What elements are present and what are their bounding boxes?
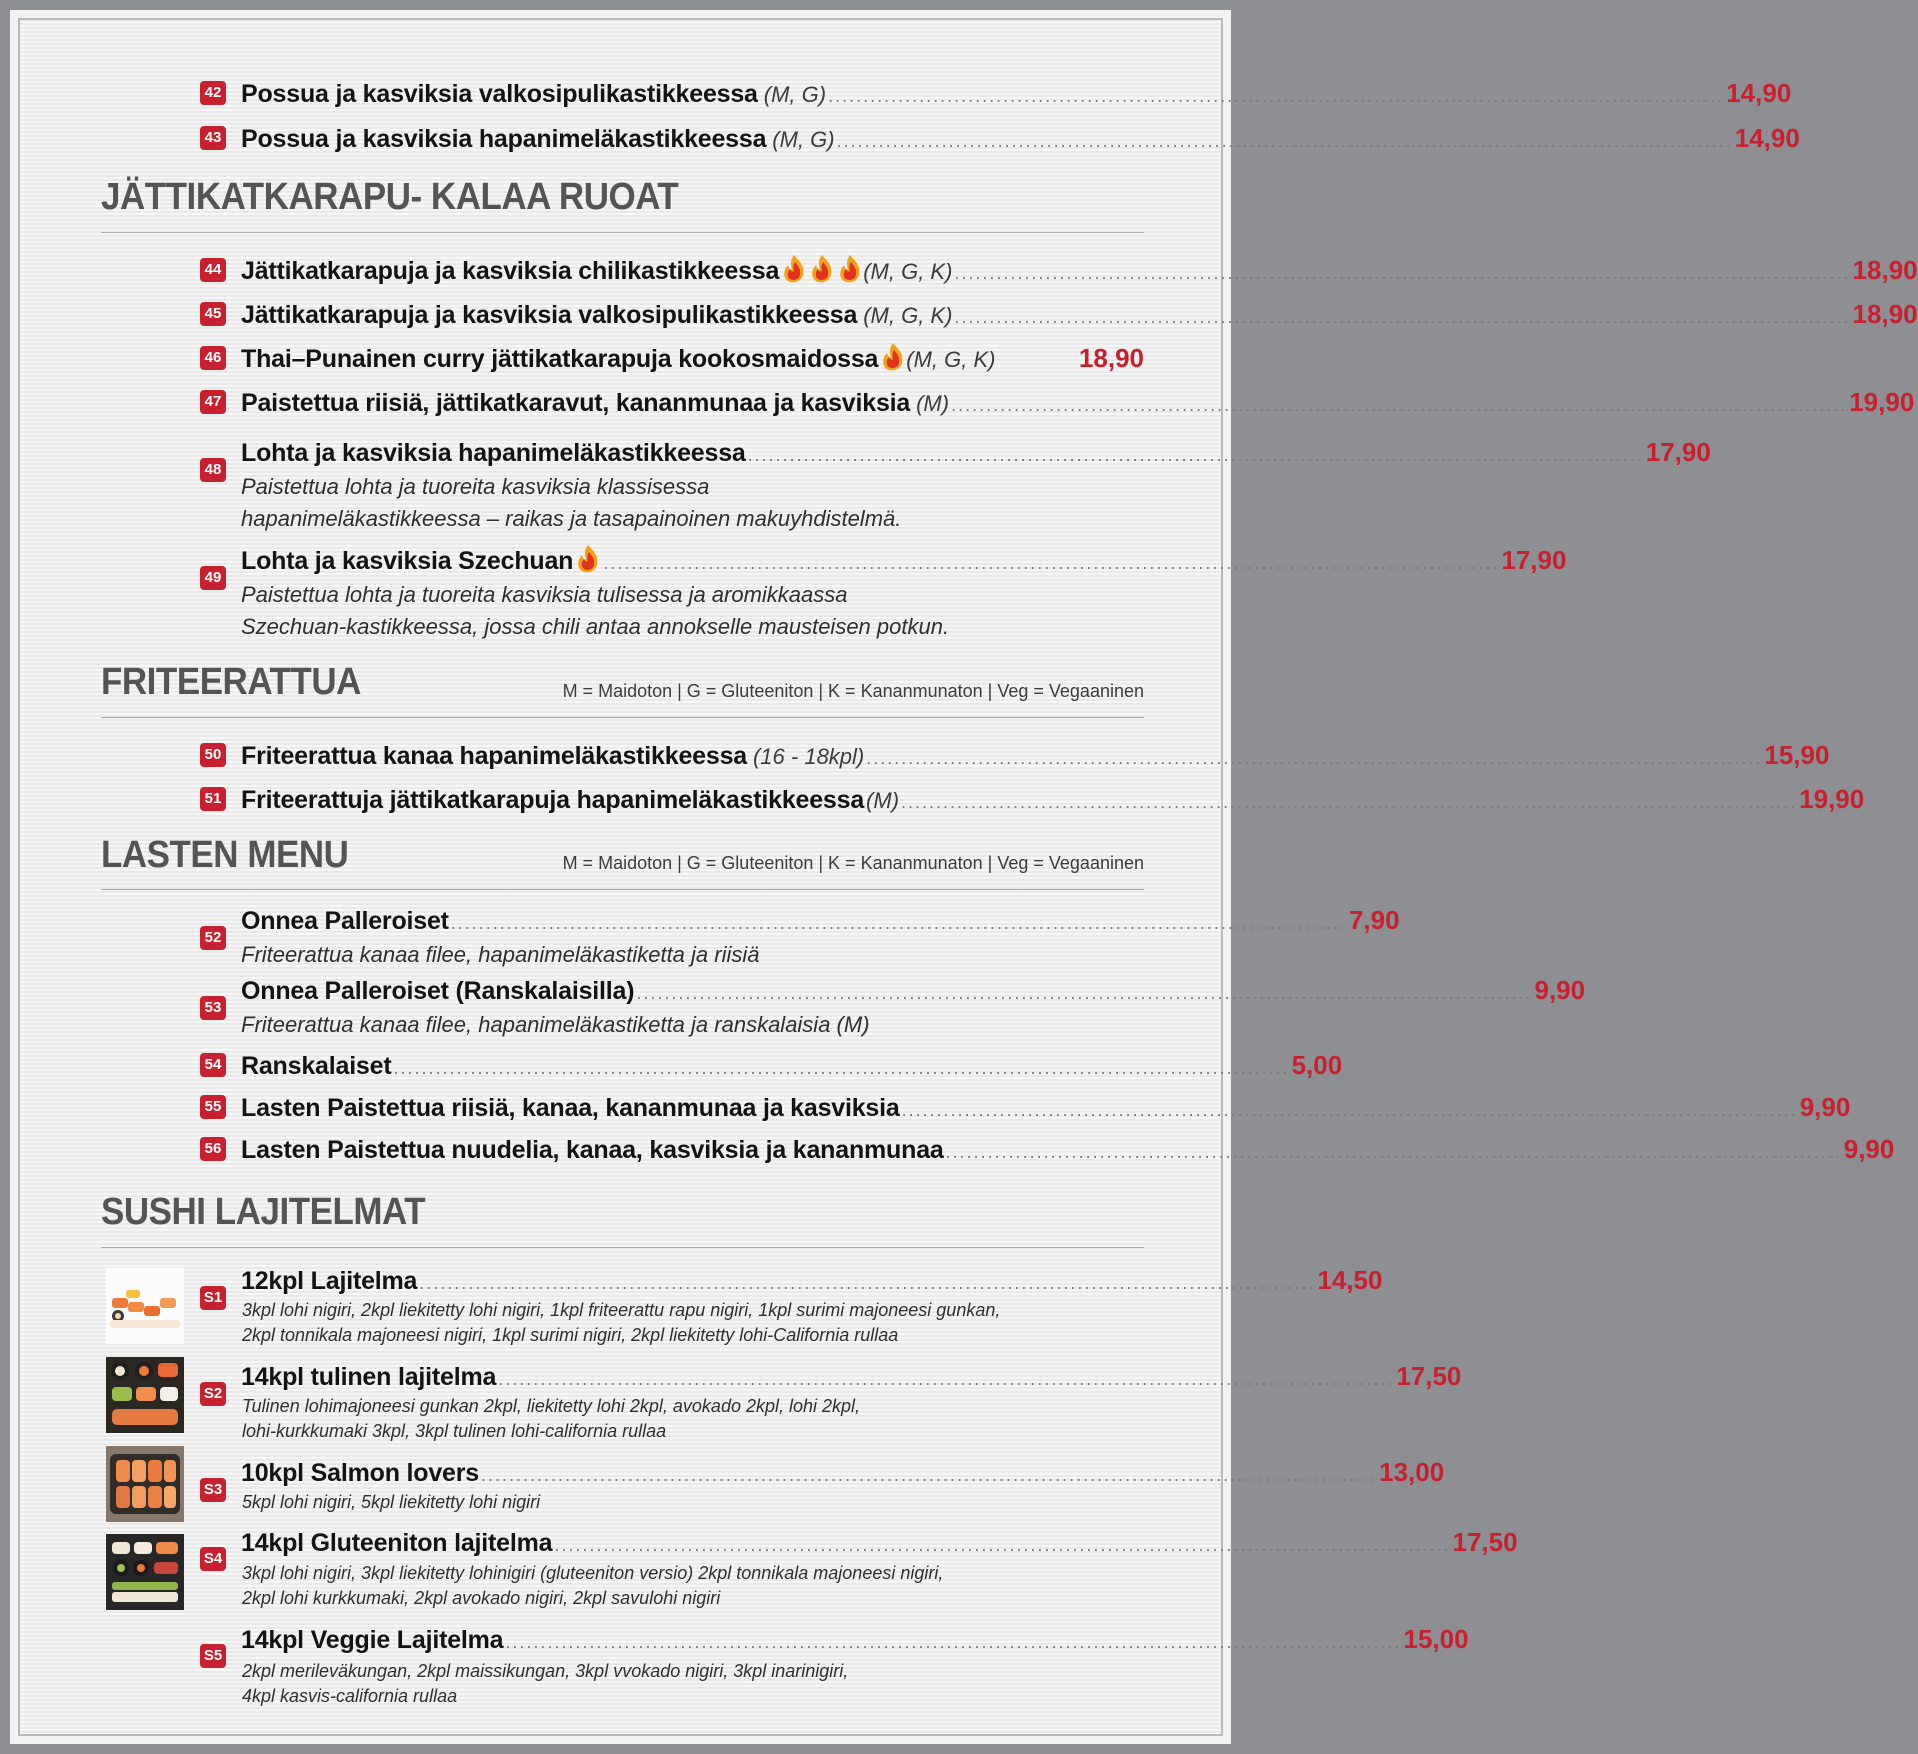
chili-flame-icon (880, 341, 906, 373)
menu-item (241, 253, 1918, 287)
spicy-rating (779, 253, 863, 285)
dot-leader: ................................................................................................................................ (866, 748, 1763, 768)
item-price: 19,90 (1849, 387, 1915, 417)
item-diet-note: (M, G, K) (906, 347, 996, 372)
item-number-badge: 46 (200, 346, 226, 370)
item-number-badge: 45 (200, 302, 226, 326)
dot-leader: ................................................................................................................................ (498, 1369, 1395, 1389)
item-number-badge: 48 (200, 458, 226, 482)
chili-flame-icon (575, 543, 601, 575)
section-heading-fried: FRITEERATTUA (101, 661, 361, 703)
item-name: Onnea Palleroiset (Ranskalaisilla) (241, 977, 635, 1005)
item-number-badge: 55 (200, 1095, 226, 1119)
menu-item (241, 1525, 1518, 1559)
dot-leader: ................................................................................................................................ (836, 131, 1733, 151)
item-name: Thai–Punainen curry jättikatkarapuja kookosmaidossa (241, 345, 879, 373)
item-price: 18,90 (1852, 299, 1918, 329)
item-description: Friteerattua kanaa filee, hapanimeläkastiketta ja riisiä (241, 942, 760, 967)
dot-leader: ................................................................................................................................ (828, 86, 1725, 106)
item-description: Szechuan-kastikkeessa, jossa chili antaa annokselle mausteisen potkun. (241, 614, 950, 639)
item-number-badge: S1 (200, 1286, 226, 1310)
item-price: 18,90 (1852, 255, 1918, 285)
item-price: 15,90 (1764, 740, 1830, 770)
menu-item (241, 385, 1915, 419)
menu-item (241, 973, 1586, 1007)
menu-item (241, 341, 1144, 375)
item-price: 19,90 (1799, 784, 1865, 814)
menu-item (241, 738, 1830, 772)
item-name: Jättikatkarapuja ja kasviksia chilikastikkeessa (241, 257, 780, 285)
item-price: 15,00 (1403, 1624, 1469, 1654)
menu-item (241, 543, 1567, 577)
dot-leader: ................................................................................................................................ (480, 1465, 1378, 1485)
menu-item (241, 1359, 1462, 1393)
diet-legend: M = Maidoton | G = Gluteeniton | K = Kananmunaton | Veg = Vegaaninen (562, 681, 1144, 701)
item-description: 3kpl lohi nigiri, 2kpl liekitetty lohi nigiri, 1kpl friteerattu rapu nigiri, 1kpl surimi majoneesi gunkan, (242, 1300, 1001, 1320)
menu-item (241, 1132, 1895, 1166)
menu-item (241, 435, 1711, 469)
item-number-badge: S4 (200, 1547, 226, 1571)
item-description: 2kpl merileväkungan, 2kpl maissikungan, 3kpl vvokado nigiri, 3kpl inarinigiri, (242, 1661, 849, 1681)
item-description: lohi-kurkkumaki 3kpl, 3kpl tulinen lohi-california rullaa (242, 1421, 667, 1441)
dot-leader: ................................................................................................................................ (419, 1273, 1316, 1293)
item-number-badge: 42 (200, 81, 226, 105)
item-name: Jättikatkarapuja ja kasviksia valkosipulikastikkeessa (241, 301, 858, 329)
menu-item (241, 121, 1800, 155)
item-diet-note: (M, G) (772, 127, 835, 152)
item-diet-note: (M, G, K) (863, 303, 953, 328)
item-name: Paistettua riisiä, jättikatkaravut, kananmunaa ja kasviksia (241, 389, 911, 417)
menu-item (241, 1263, 1383, 1297)
item-description: 2kpl tonnikala majoneesi nigiri, 1kpl surimi nigiri, 2kpl liekitetty lohi-California rullaa (242, 1325, 899, 1345)
item-price: 17,90 (1501, 545, 1567, 575)
item-name: Possua ja kasviksia hapanimeläkastikkeessa (241, 125, 767, 153)
item-number-badge: 53 (200, 996, 226, 1020)
dot-leader: ................................................................................................................................ (901, 1100, 1798, 1120)
item-name: Possua ja kasviksia valkosipulikastikkeessa (241, 80, 758, 108)
menu-item (241, 782, 1865, 816)
item-name: 14kpl tulinen lajitelma (241, 1363, 497, 1391)
item-price: 17,50 (1396, 1361, 1462, 1391)
spicy-rating (878, 341, 906, 373)
dot-leader: ................................................................................................................................ (393, 1058, 1290, 1078)
dot-leader: ................................................................................................................................ (747, 445, 1644, 465)
menu-item (241, 1455, 1445, 1489)
sushi-platter-photo (106, 1268, 184, 1344)
item-name: Friteerattua kanaa hapanimeläkastikkeessa (241, 742, 747, 770)
sushi-platter-photo (106, 1357, 184, 1433)
dot-leader: ................................................................................................................................ (603, 553, 1500, 573)
item-number-badge: 49 (200, 566, 226, 590)
menu-item (241, 903, 1400, 937)
item-diet-note: (16 - 18kpl) (752, 744, 865, 769)
item-description: Tulinen lohimajoneesi gunkan 2kpl, liekitetty lohi 2kpl, avokado 2kpl, lohi 2kpl, (242, 1396, 861, 1416)
item-number-badge: 52 (200, 926, 226, 950)
item-description: Paistettua lohta ja tuoreita kasviksia tulisessa ja aromikkaassa (241, 582, 848, 607)
item-diet-note: (M, G) (763, 82, 827, 107)
chili-flame-icon (781, 253, 807, 285)
item-name: Lohta ja kasviksia hapanimeläkastikkeessa (241, 439, 746, 467)
item-price: 9,90 (1843, 1134, 1895, 1164)
dot-leader: ................................................................................................................................ (505, 1632, 1402, 1652)
item-name: 14kpl Gluteeniton lajitelma (241, 1529, 553, 1557)
item-number-badge: 56 (200, 1137, 226, 1161)
item-description: 2kpl lohi kurkkumaki, 2kpl avokado nigiri, 2kpl savulohi nigiri (242, 1588, 721, 1608)
item-diet-note: (M, G, K) (863, 259, 953, 284)
section-heading-kids: LASTEN MENU (101, 834, 349, 876)
chili-flame-icon (809, 253, 835, 285)
item-price: 14,50 (1317, 1265, 1383, 1295)
item-number-badge: 47 (200, 390, 226, 414)
item-description: 5kpl lohi nigiri, 5kpl liekitetty lohi nigiri (242, 1492, 541, 1512)
item-price: 17,50 (1452, 1527, 1518, 1557)
item-description: Paistettua lohta ja tuoreita kasviksia klassisessa (241, 474, 710, 499)
dot-leader: ................................................................................................................................ (954, 263, 1851, 283)
item-price: 14,90 (1726, 78, 1792, 108)
sushi-platter-photo (106, 1534, 184, 1610)
item-name: 10kpl Salmon lovers (241, 1459, 479, 1487)
diet-legend: M = Maidoton | G = Gluteeniton | K = Kananmunaton | Veg = Vegaaninen (562, 853, 1144, 873)
item-name: 12kpl Lajitelma (241, 1267, 418, 1295)
item-number-badge: S2 (200, 1382, 226, 1406)
menu-item (241, 1048, 1343, 1082)
item-price: 13,00 (1379, 1457, 1445, 1487)
item-description: 3kpl lohi nigiri, 3kpl liekitetty lohinigiri (gluteeniton versio) 2kpl tonnikala majoneesi nigiri, (242, 1563, 944, 1583)
item-description: 4kpl kasvis-california rullaa (242, 1686, 458, 1706)
menu-item (241, 297, 1918, 331)
menu-item (241, 76, 1792, 110)
item-name: Lasten Paistettua riisiä, kanaa, kananmunaa ja kasviksia (241, 1094, 900, 1122)
section-divider (101, 232, 1144, 233)
item-price: 9,90 (1534, 975, 1586, 1005)
dot-leader: ................................................................................................................................ (450, 913, 1347, 933)
item-number-badge: 51 (200, 787, 226, 811)
item-description: Friteerattua kanaa filee, hapanimeläkastiketta ja ranskalaisia (M) (241, 1012, 870, 1037)
item-number-badge: 44 (200, 258, 226, 282)
item-diet-note: (M) (916, 391, 950, 416)
item-number-badge: S3 (200, 1478, 226, 1502)
section-heading-seafood: JÄTTIKATKARAPU- KALAA RUOAT (101, 176, 679, 218)
item-name: Ranskalaiset (241, 1052, 392, 1080)
chili-flame-icon (837, 253, 863, 285)
item-number-badge: 43 (200, 126, 226, 150)
menu-item (241, 1090, 1851, 1124)
section-divider (101, 1247, 1144, 1248)
item-price: 18,90 (1078, 343, 1144, 373)
item-number-badge: S5 (200, 1644, 226, 1668)
section-divider (101, 889, 1144, 890)
item-price: 9,90 (1799, 1092, 1851, 1122)
item-name: Lasten Paistettua nuudelia, kanaa, kasviksia ja kananmunaa (241, 1136, 944, 1164)
dot-leader: ................................................................................................................................ (945, 1142, 1842, 1162)
item-diet-note: (M) (866, 788, 900, 813)
item-price: 17,90 (1645, 437, 1711, 467)
item-name: 14kpl Veggie Lajitelma (241, 1626, 504, 1654)
spicy-rating (573, 543, 601, 575)
dot-leader: ................................................................................................................................ (954, 307, 1851, 327)
dot-leader: ................................................................................................................................ (901, 792, 1798, 812)
dot-leader: ................................................................................................................................ (636, 983, 1533, 1003)
dot-leader: ................................................................................................................................ (951, 395, 1848, 415)
section-divider (101, 717, 1144, 718)
item-number-badge: 54 (200, 1053, 226, 1077)
item-name: Lohta ja kasviksia Szechuan (241, 547, 574, 575)
sushi-platter-photo (106, 1446, 184, 1522)
menu-item (241, 1622, 1469, 1656)
item-name: Onnea Palleroiset (241, 907, 449, 935)
item-name: Friteerattuja jättikatkarapuja hapanimeläkastikkeessa (241, 786, 865, 814)
item-number-badge: 50 (200, 743, 226, 767)
item-price: 7,90 (1348, 905, 1400, 935)
item-price: 14,90 (1734, 123, 1800, 153)
dot-leader: ................................................................................................................................ (554, 1535, 1451, 1555)
section-heading-sushi: SUSHI LAJITELMAT (101, 1191, 426, 1233)
item-price: 5,00 (1291, 1050, 1343, 1080)
item-description: hapanimeläkastikkeessa – raikas ja tasapainoinen makuyhdistelmä. (241, 506, 902, 531)
